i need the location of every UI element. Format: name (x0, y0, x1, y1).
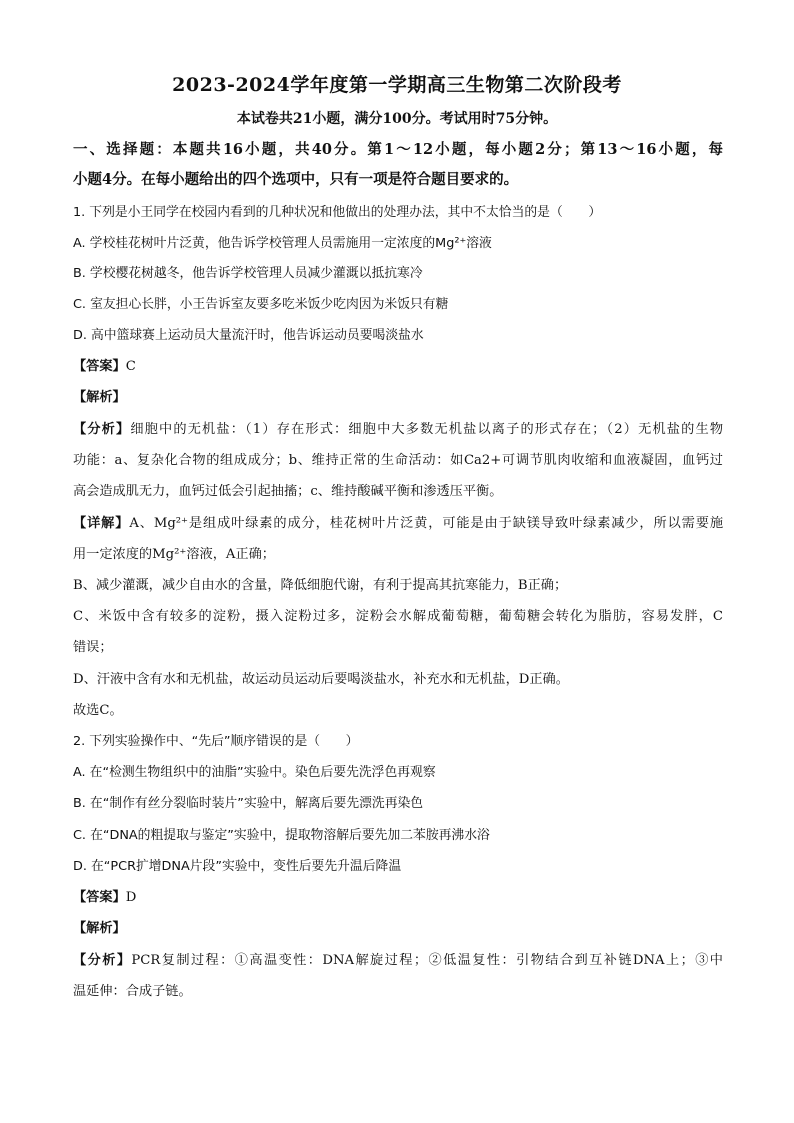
q2-answer-row (73, 888, 723, 908)
section-heading-line2: 小题4分。在每小题给出的四个选项中，只有一项是符合题目要求的。 (73, 171, 519, 188)
section-heading-line1: 一、选择题：本题共16小题，共40分。第1～12小题，每小题2分；第13～16小题，每 (73, 141, 723, 158)
q1-detail-c-line2: 错误； (73, 640, 113, 655)
answer-label: 【答案】 (73, 890, 126, 905)
page-title: 2023-2024学年度第一学期高三生物第二次阶段考 (172, 74, 622, 96)
q2-option-b: B. 在“制作有丝分裂临时装片”实验中，解离后要先漂洗再染色 (73, 796, 424, 811)
q2-fenxi-line2: 温延伸：合成子链。 (73, 984, 192, 999)
q1-analysis-label: 【解析】 (73, 390, 126, 405)
q2-analysis-label: 【解析】 (73, 921, 126, 936)
q1-detail-c-line1: C、米饭中含有较多的淀粉，摄入淀粉过多，淀粉会水解成葡萄糖，葡萄糖会转化为脂肪，容易发胖，C (73, 609, 723, 624)
q1-answer: C (125, 359, 136, 374)
q1-detail-a-line1: 【详解】A、Mg²⁺是组成叶绿素的成分，桂花树叶片泛黄，可能是由于缺镁导致叶绿素减少，所以需要施 (73, 516, 724, 531)
q2-option-d: D. 在“PCR扩增DNA片段”实验中，变性后要先升温后降温 (73, 859, 402, 874)
q2-stem: 2. 下列实验操作中、“先后”顺序错误的是（ ） (73, 734, 359, 749)
exam-info: 本试卷共21小题，满分100分。考试用时75分钟。 (236, 111, 558, 127)
q1-stem: 1. 下列是小王同学在校园内看到的几种状况和他做出的处理办法，其中不太恰当的是（ ） (73, 205, 602, 220)
fenxi-label: 【分析】 (73, 953, 132, 968)
q1-detail-d: D、汗液中含有水和无机盐，故运动员运动后要喝淡盐水，补充水和无机盐，D正确。 (73, 672, 569, 687)
q1-answer-row (73, 357, 723, 377)
fenxi-label: 【分析】 (73, 422, 131, 437)
q1-option-b: B. 学校樱花树越冬，他告诉学校管理人员减少灌溉以抵抗寒冷 (73, 266, 423, 281)
q1-detail-b: B、减少灌溉，减少自由水的含量，降低细胞代谢，有利于提高其抗寒能力，B正确； (73, 578, 568, 593)
q1-fenxi-line2: 功能：a、复杂化合物的组成成分；b、维持正常的生命活动：如Ca2+可调节肌肉收缩和血液凝固，血钙过 (73, 453, 723, 468)
detail-label: 【详解】 (73, 516, 130, 531)
q2-option-a: A. 在“检测生物组织中的油脂”实验中。染色后要先洗浮色再观察 (73, 765, 436, 780)
q1-conclusion: 故选C。 (73, 703, 123, 718)
q2-fenxi-line1: 【分析】PCR复制过程：①高温变性：DNA解旋过程；②低温复性：引物结合到互补链DNA上；③中 (73, 953, 723, 968)
q1-option-d: D. 高中篮球赛上运动员大量流汗时，他告诉运动员要喝淡盐水 (73, 328, 424, 343)
answer-label: 【答案】 (73, 359, 126, 374)
q1-fenxi-line3: 高会造成肌无力，血钙过低会引起抽搐；c、维持酸碱平衡和渗透压平衡。 (73, 484, 503, 499)
q2-option-c: C. 在“DNA的粗提取与鉴定”实验中，提取物溶解后要先加二苯胺再沸水浴 (73, 828, 490, 843)
q2-answer: D (125, 890, 137, 905)
q1-option-a: A. 学校桂花树叶片泛黄，他告诉学校管理人员需施用一定浓度的Mg²⁺溶液 (73, 236, 492, 251)
q1-option-c: C. 室友担心长胖，小王告诉室友要多吃米饭少吃肉因为米饭只有糖 (73, 297, 449, 312)
q1-detail-a-line2: 用一定浓度的Mg²⁺溶液，A正确； (73, 547, 275, 562)
q1-fenxi-line1: 【分析】细胞中的无机盐：（1）存在形式：细胞中大多数无机盐以离子的形式存在；（2）无机盐的生物 (73, 422, 724, 437)
